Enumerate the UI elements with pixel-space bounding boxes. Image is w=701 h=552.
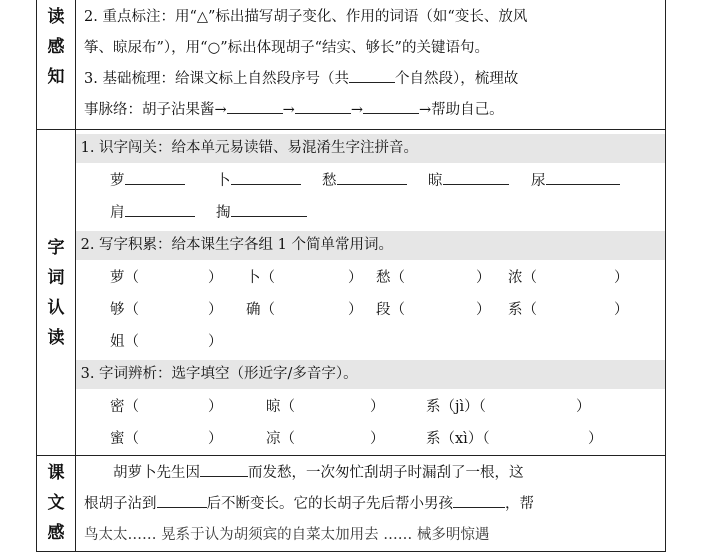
story-line-2: 根胡子沾到 后不断变长。它的长胡子先后帮小男孩 ，帮 [84, 489, 659, 520]
section-label-text: 课 文 感 [37, 456, 76, 552]
task-3-line-1: 3. 基础梳理：给课文标上自然段序号（共 个自然段），梳理故 [84, 64, 659, 95]
plot-blank-2[interactable] [295, 98, 351, 114]
pinyin-blank[interactable] [125, 201, 195, 217]
pinyin-blank[interactable] [125, 169, 185, 185]
pinyin-blank[interactable] [546, 169, 620, 185]
story-blank-3[interactable] [453, 492, 505, 508]
section-words-row [37, 130, 666, 456]
choice-row-2: 蜜（ ） 凉（ ） 系（xì）（ ） [110, 431, 603, 447]
task-writing-header: 2. 写字积累：给本课生字各组 1 个简单常用词。 [76, 231, 665, 260]
story-blank-2[interactable] [157, 492, 207, 508]
pinyin-blank[interactable] [337, 169, 407, 185]
pinyin-row-2: 肩 掏 [76, 197, 665, 229]
word-row-3: 姐（ ） [110, 334, 223, 350]
pinyin-blank[interactable] [231, 169, 301, 185]
pinyin-row-1: 萝 卜 愁 晾 尿 [76, 165, 665, 197]
section-text-row [37, 456, 666, 552]
plot-blank-1[interactable] [227, 98, 283, 114]
pinyin-blank[interactable] [231, 201, 307, 217]
task-literacy-header: 1. 识字闯关：给本单元易读错、易混淆生字注拼音。 [76, 134, 665, 163]
story-line-3: 鸟太太…… 晃系于认为胡须宾的自菜太加用去 …… 械多明惊遇 [84, 527, 490, 543]
section-words-body [76, 130, 666, 456]
worksheet-table [36, 0, 666, 552]
pinyin-blank[interactable] [443, 169, 509, 185]
section-reading-body [76, 0, 666, 130]
word-row-1: 萝（ ） 卜（ ） 愁（ ） 浓（ ） [110, 270, 629, 286]
worksheet [36, 0, 666, 543]
task-2-line-2: 筝、晾尿布”），用“○”标出体现胡子“结实、够长”的关键语句。 [84, 40, 489, 56]
story-line-1: 胡萝卜先生因 而发愁，一次匆忙刮胡子时漏刮了一根，这 [84, 458, 659, 489]
section-reading-row [37, 0, 666, 130]
paragraph-count-blank[interactable] [349, 67, 395, 83]
plot-blank-3[interactable] [363, 98, 419, 114]
task-2-line-1: 2. 重点标注：用“△”标出描写胡子变化、作用的词语（如“变长、放风 [84, 9, 528, 25]
word-row-2: 够（ ） 确（ ） 段（ ） 系（ ） [110, 302, 629, 318]
story-blank-1[interactable] [200, 461, 248, 477]
section-text-body [76, 456, 666, 552]
task-3-line-2: 事脉络：胡子沾果酱→ → → →帮助自己。 [84, 95, 659, 126]
choice-row-1: 密（ ） 晾（ ） 系（jì）（ ） [110, 399, 591, 415]
section-label-reading: 读 感 知 [37, 0, 76, 130]
section-label-words: 字 词 认 读 [37, 130, 76, 456]
task-discrimination-header: 3. 字词辨析：选字填空（形近字/多音字）。 [76, 360, 665, 389]
